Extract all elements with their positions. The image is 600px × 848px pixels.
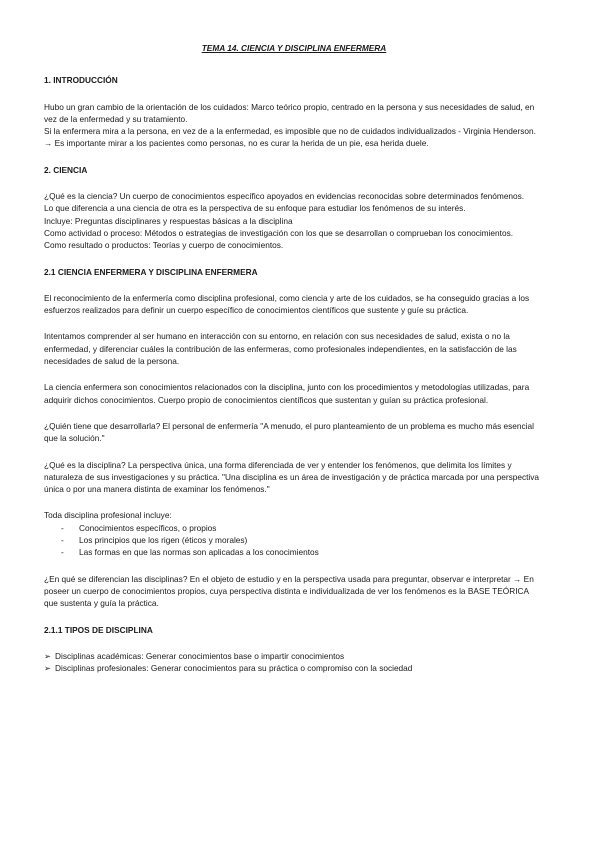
paragraph: Intentamos comprender al ser humano en interacción con su entorno, en relación con sus necesidades de salud, exista o no la enfermedad, y diferenciar cuáles la contribución de las enfermeras, como profesionales independientes, en la satisfacción de las necesidades de salud de la persona. bbox=[44, 331, 517, 367]
list-intro: Toda disciplina profesional incluye: bbox=[44, 510, 172, 521]
paragraph: Hubo un gran cambio de la orientación de los cuidados: Marco teórico propio, centrado en la persona y sus necesidades de salud, en vez de la enfermedad y su tratamiento. bbox=[44, 101, 535, 124]
list-item bbox=[44, 650, 544, 662]
list-item-text: Disciplinas profesionales: Generar conocimientos para su práctica o compromiso con la sociedad bbox=[55, 663, 413, 674]
arrow-bullet-icon: ➢ bbox=[44, 650, 51, 661]
disciplina-list bbox=[44, 522, 544, 559]
section-heading-tipos-disciplina: 2.1.1 TIPOS DE DISCIPLINA bbox=[44, 624, 153, 635]
section-heading-ciencia-enfermera: 2.1 CIENCIA ENFERMERA Y DISCIPLINA ENFERMERA bbox=[44, 266, 258, 277]
list-item-text: Disciplinas académicas: Generar conocimientos base o impartir conocimientos bbox=[55, 650, 345, 661]
disciplina-list-block bbox=[44, 509, 544, 558]
section-heading-introduccion: 1. INTRODUCCIÓN bbox=[44, 75, 118, 86]
paragraph: El reconocimiento de la enfermería como disciplina profesional, como ciencia y arte de los cuidados, se ha conseguido gracias a los esfuerzos realizados para definir un cuerpo específico de conocimientos científicos que sustente y guíe su práctica. bbox=[44, 292, 530, 316]
paragraph: Como resultado o productos: Teorías y cuerpo de conocimientos. bbox=[44, 240, 284, 251]
text-run: que sustenta y guía la práctica. bbox=[44, 598, 159, 609]
page-title: TEMA 14. CIENCIA Y DISCIPLINA ENFERMERA bbox=[201, 43, 387, 53]
list-item: - Conocimientos específicos, o propios bbox=[61, 522, 544, 534]
section-heading-ciencia: 2. CIENCIA bbox=[44, 164, 88, 175]
section-introduccion bbox=[44, 101, 544, 150]
list-item bbox=[44, 662, 544, 674]
paragraph: ¿Quién tiene que desarrollarla? El personal de enfermería "A menudo, el puro planteamiento de un problema es mucho más esencial que la solución." bbox=[44, 420, 534, 444]
paragraph: ¿Qué es la disciplina? La perspectiva única, una forma diferenciada de ver y entender los fenómenos, que delimita los límites y naturaleza de sus investigaciones y su práctica. "Una disciplina es un área de investigación y de práctica marcada por una perspectiva única o por una manera distinta de examinar los fenómenos." bbox=[44, 459, 540, 495]
text-run-emphasis: BASE TEÓRICA bbox=[467, 585, 529, 596]
paragraph: Como actividad o proceso: Métodos o estrategias de investigación con los que se desarrollan o comprueban los conocimientos. bbox=[44, 227, 514, 238]
paragraph: Lo que diferencia a una ciencia de otra es la perspectiva de su enfoque para estudiar los fenómenos de su interés. bbox=[44, 203, 466, 214]
list-item: - Los principios que los rigen (éticos y morales) bbox=[61, 534, 544, 546]
paragraph: La ciencia enfermera son conocimientos relacionados con la disciplina, junto con los procedimientos y metodologías utilizadas, para adquirir dichos conocimientos. Cuerpo propio de conocimientos científicos que sustentan y guían su práctica profesional. bbox=[44, 382, 530, 405]
paragraph: ¿Qué es la ciencia? Un cuerpo de conocimientos específico apoyados en evidencias reconocidas sobre determinados fenómenos. bbox=[44, 191, 525, 202]
paragraph: Incluye: Preguntas disciplinares y respuestas básicas a la disciplina bbox=[44, 215, 293, 226]
text-run: ¿En qué se diferencian las disciplinas? En el objeto de estudio y en la perspectiva usada para preguntar, observar e interpretar → En poseer un cuerpo de conocimientos propios, cuya perspectiva distinta e individualizada de ver los fenómenos es la bbox=[44, 573, 534, 596]
paragraph: Si la enfermera mira a la persona, en vez de a la enfermedad, es imposible que no de cuidados individualizados - Virginia Henderson. → Es importante mirar a los pacientes como personas, no es curar la herida de un pie, esa herida duele. bbox=[44, 126, 536, 149]
paragraph bbox=[44, 573, 544, 610]
tipos-disciplina-list bbox=[44, 650, 544, 675]
section-ciencia bbox=[44, 190, 544, 251]
list-item: - Las formas en que las normas son aplicadas a los conocimientos bbox=[61, 546, 544, 558]
arrow-bullet-icon: ➢ bbox=[44, 663, 51, 674]
